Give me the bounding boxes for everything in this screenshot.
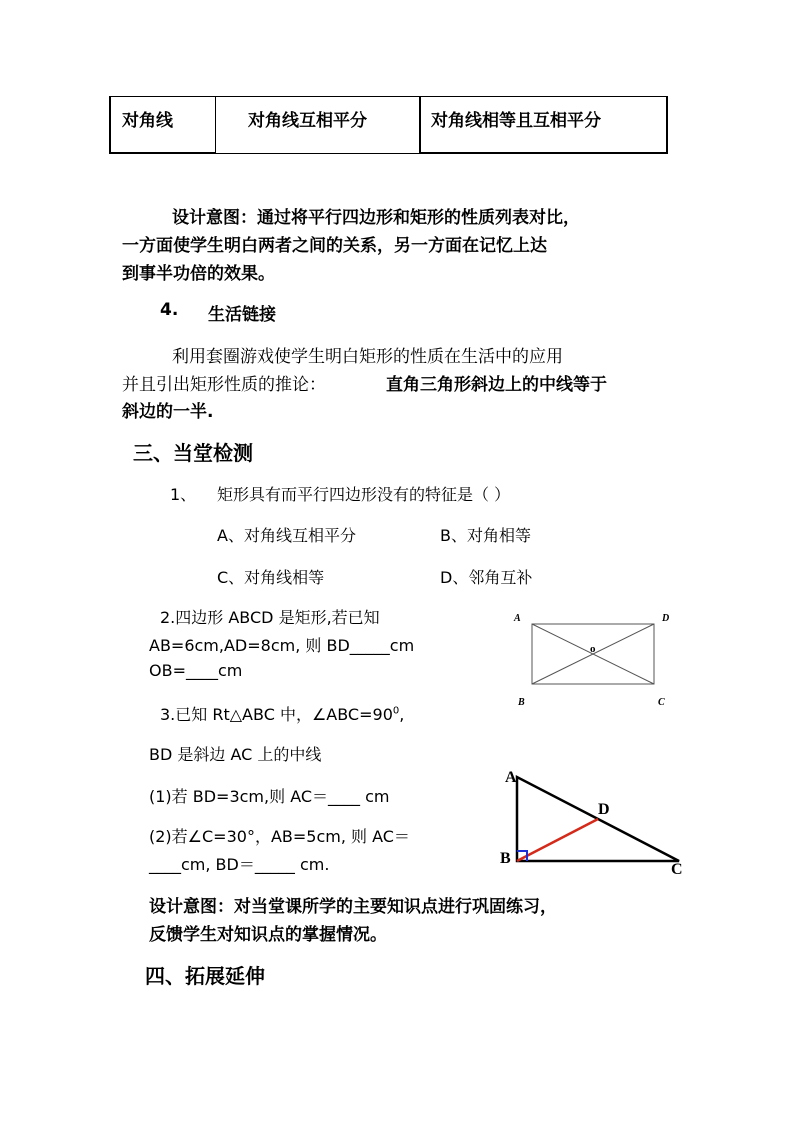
life-link-line2-plain: 并且引出矩形性质的推论： <box>122 375 326 395</box>
table-cell-text: 对角线 <box>122 111 173 131</box>
rect-label-o: o <box>590 643 596 655</box>
q3-line5: ____cm, BD＝_____ cm. <box>149 855 330 874</box>
rect-label-c: C <box>658 697 665 708</box>
life-link-number: 4. <box>160 300 179 320</box>
design-intent-2-line2: 反馈学生对知识点的掌握情况。 <box>149 925 387 945</box>
q3-line1-end: , <box>399 705 405 724</box>
q2-line1: 2.四边形 ABCD 是矩形,若已知 <box>160 608 380 627</box>
q1-option-a: A、对角线互相平分 <box>217 526 356 545</box>
table-cell-diagonal-label <box>109 96 215 154</box>
rect-label-b: B <box>518 697 525 708</box>
q1-option-d: D、邻角互补 <box>440 568 533 587</box>
table-cell-text: 对角线相等且互相平分 <box>431 111 601 131</box>
table-cell-parallelogram <box>215 96 419 154</box>
q3-line2: BD 是斜边 AC 上的中线 <box>149 745 322 764</box>
rectangle-figure <box>505 608 685 708</box>
table-cell-rectangle <box>419 96 668 154</box>
life-link-line1: 利用套圈游戏使学生明白矩形的性质在生活中的应用 <box>172 347 563 367</box>
q1-option-b: B、对角相等 <box>440 526 531 545</box>
design-intent-1-line3: 到事半功倍的效果。 <box>122 264 275 284</box>
rect-label-d: D <box>662 613 670 624</box>
tri-label-c: C <box>671 861 683 878</box>
q3-line1 <box>160 702 404 725</box>
tri-label-d: D <box>598 801 610 818</box>
rect-label-a: A <box>514 613 521 624</box>
design-intent-1-line1: 设计意图：通过将平行四边形和矩形的性质列表对比， <box>172 208 580 228</box>
q3-line1-superscript: 0 <box>392 705 400 717</box>
tri-label-b: B <box>500 850 511 867</box>
q2-line3: OB=____cm <box>149 661 243 680</box>
q3-line1-text: 3.已知 Rt△ABC 中，∠ABC=90 <box>160 705 393 724</box>
life-link-line3: 斜边的一半. <box>122 402 214 422</box>
table-cell-text: 对角线互相平分 <box>248 111 367 131</box>
life-link-title: 生活链接 <box>208 305 276 325</box>
q3-line4: (2)若∠C=30°，AB=5cm, 则 AC＝ <box>149 827 410 846</box>
section-heading-3: 三、当堂检测 <box>133 441 253 465</box>
life-link-line2-bold: 直角三角形斜边上的中线等于 <box>386 375 607 395</box>
q1-number: 1、 <box>170 485 197 504</box>
q3-line3: (1)若 BD=3cm,则 AC＝____ cm <box>149 787 390 806</box>
tri-label-a: A <box>505 769 517 786</box>
q1-stem: 矩形具有而平行四边形没有的特征是（ ） <box>217 485 511 504</box>
triangle-figure <box>495 765 695 880</box>
design-intent-2-line1: 设计意图：对当堂课所学的主要知识点进行巩固练习， <box>149 897 557 917</box>
median-bd <box>517 819 598 861</box>
design-intent-1-line2: 一方面使学生明白两者之间的关系，另一方面在记忆上达 <box>122 236 547 256</box>
q1-option-c: C、对角线相等 <box>217 568 325 587</box>
section-heading-4: 四、拓展延伸 <box>145 964 265 988</box>
q2-line2: AB=6cm,AD=8cm, 则 BD_____cm <box>149 636 415 655</box>
